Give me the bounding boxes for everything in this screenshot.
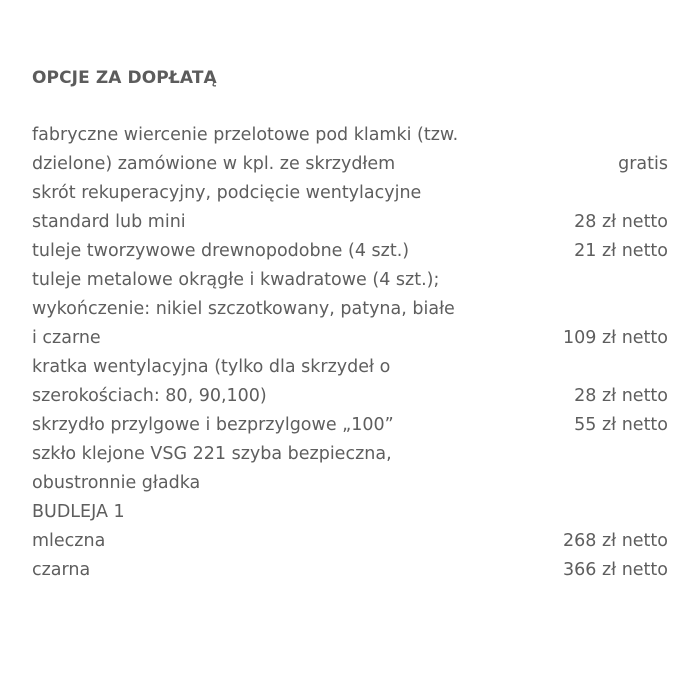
option-plastic-sleeves [32, 237, 668, 266]
option-vsg-glass [32, 440, 668, 498]
option-name-line: skrót rekuperacyjny, podcięcie wentylacyjne [32, 183, 422, 203]
option-name [32, 527, 512, 556]
option-name-line: dzielone) zamówione w kpl. ze skrzydłem [32, 154, 396, 174]
option-name-line: czarna [32, 560, 91, 580]
option-price: 28 zł netto [574, 386, 668, 406]
option-price: gratis [618, 154, 668, 174]
option-price: 109 zł netto [563, 328, 668, 348]
option-budleja-milky [32, 527, 668, 556]
option-name-line: fabryczne wiercenie przelotowe pod klamki (tzw. [32, 125, 459, 145]
option-name [32, 498, 512, 527]
option-budleja-black [32, 556, 668, 585]
option-name [32, 556, 512, 585]
option-price: 268 zł netto [563, 531, 668, 551]
option-price: 366 zł netto [563, 560, 668, 580]
option-budleja-heading [32, 498, 668, 527]
option-name-line: obustronnie gładka [32, 473, 201, 493]
option-ventilation-grille [32, 353, 668, 411]
option-name [32, 179, 512, 237]
option-name-line: szkło klejone VSG 221 szyba bezpieczna, [32, 444, 392, 464]
option-price: 28 zł netto [574, 212, 668, 232]
option-name-line: tuleje metalowe okrągłe i kwadratowe (4 szt.); [32, 270, 440, 290]
option-price: 21 zł netto [574, 241, 668, 261]
option-drilling [32, 121, 668, 179]
option-name [32, 353, 512, 411]
option-name [32, 266, 512, 353]
option-name [32, 411, 512, 440]
option-name-line: i czarne [32, 328, 101, 348]
option-name-line: skrzydło przylgowe i bezprzylgowe „100” [32, 415, 394, 435]
option-price: 55 zł netto [574, 415, 668, 435]
option-metal-sleeves [32, 266, 668, 353]
option-ventilation-undercut [32, 179, 668, 237]
option-name-line: mleczna [32, 531, 106, 551]
option-name-line: kratka wentylacyjna (tylko dla skrzydeł o [32, 357, 391, 377]
option-name-line: szerokościach: 80, 90,100) [32, 386, 267, 406]
option-name [32, 440, 512, 498]
section-title: OPCJE ZA DOPŁATĄ [32, 68, 217, 88]
option-door-leaf-100 [32, 411, 668, 440]
option-name-line: standard lub mini [32, 212, 186, 232]
option-name [32, 121, 512, 179]
options-list [32, 121, 668, 585]
option-name-line: BUDLEJA 1 [32, 502, 125, 522]
option-name [32, 237, 512, 266]
option-name-line: wykończenie: nikiel szczotkowany, patyna, białe [32, 299, 455, 319]
option-name-line: tuleje tworzywowe drewnopodobne (4 szt.) [32, 241, 410, 261]
